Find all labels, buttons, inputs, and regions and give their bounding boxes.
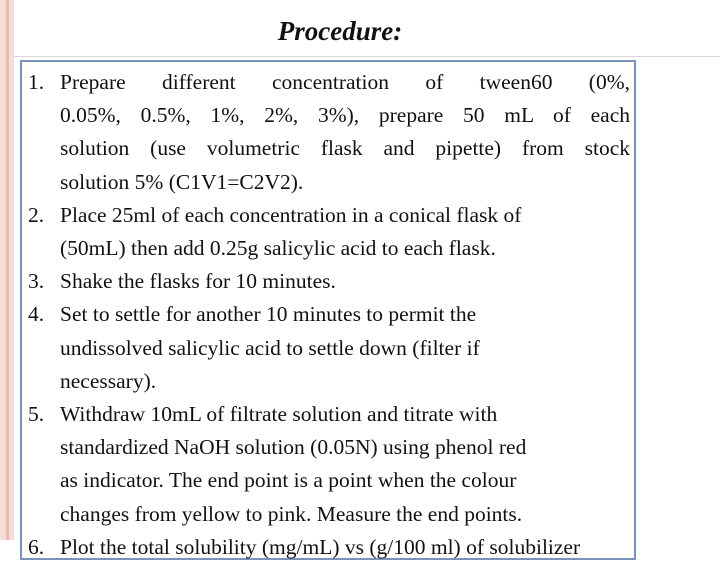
- slide-title: Procedure:: [277, 16, 403, 46]
- step-line: solution (use volumetric flask and pipette) from stock: [60, 136, 630, 161]
- step-number: 5.: [28, 402, 45, 427]
- procedure-step: [24, 531, 630, 564]
- procedure-step: [24, 265, 630, 298]
- procedure-step: [24, 66, 630, 199]
- step-line: Place 25ml of each concentration in a conical flask of: [60, 202, 522, 227]
- procedure-step: [24, 298, 630, 398]
- step-line: Set to settle for another 10 minutes to permit the: [60, 302, 477, 327]
- title-divider: [14, 56, 720, 57]
- step-line: 0.05%, 0.5%, 1%, 2%, 3%), prepare 50 mL of each: [60, 103, 630, 128]
- step-line: Plot the total solubility (mg/mL) vs (g/100 ml) of solubilizer: [60, 534, 581, 559]
- decorative-side-stripe: [6, 0, 9, 540]
- step-line: standardized NaOH solution (0.05N) using phenol red: [60, 435, 527, 460]
- step-number: 4.: [28, 302, 45, 327]
- step-line: as indicator. The end point is a point when the colour: [60, 468, 517, 493]
- procedure-step: [24, 199, 630, 265]
- step-line: Shake the flasks for 10 minutes.: [60, 269, 336, 294]
- step-line: Prepare different concentration of tween60 (0%,: [60, 70, 630, 94]
- step-line: necessary).: [60, 368, 157, 393]
- step-number: 3.: [28, 269, 45, 294]
- step-line: changes from yellow to pink. Measure the end points.: [60, 501, 523, 526]
- step-line: Withdraw 10mL of filtrate solution and titrate with: [60, 402, 498, 427]
- step-line: (50mL) then add 0.25g salicylic acid to each flask.: [60, 236, 496, 261]
- step-number: 2.: [28, 202, 45, 227]
- step-line: solution 5% (C1V1=C2V2).: [60, 169, 304, 194]
- procedure-list: [24, 66, 630, 564]
- step-number: 1.: [28, 70, 45, 94]
- procedure-step: [24, 398, 630, 531]
- step-line: undissolved salicylic acid to settle down (filter if: [60, 335, 480, 360]
- step-number: 6.: [28, 534, 45, 559]
